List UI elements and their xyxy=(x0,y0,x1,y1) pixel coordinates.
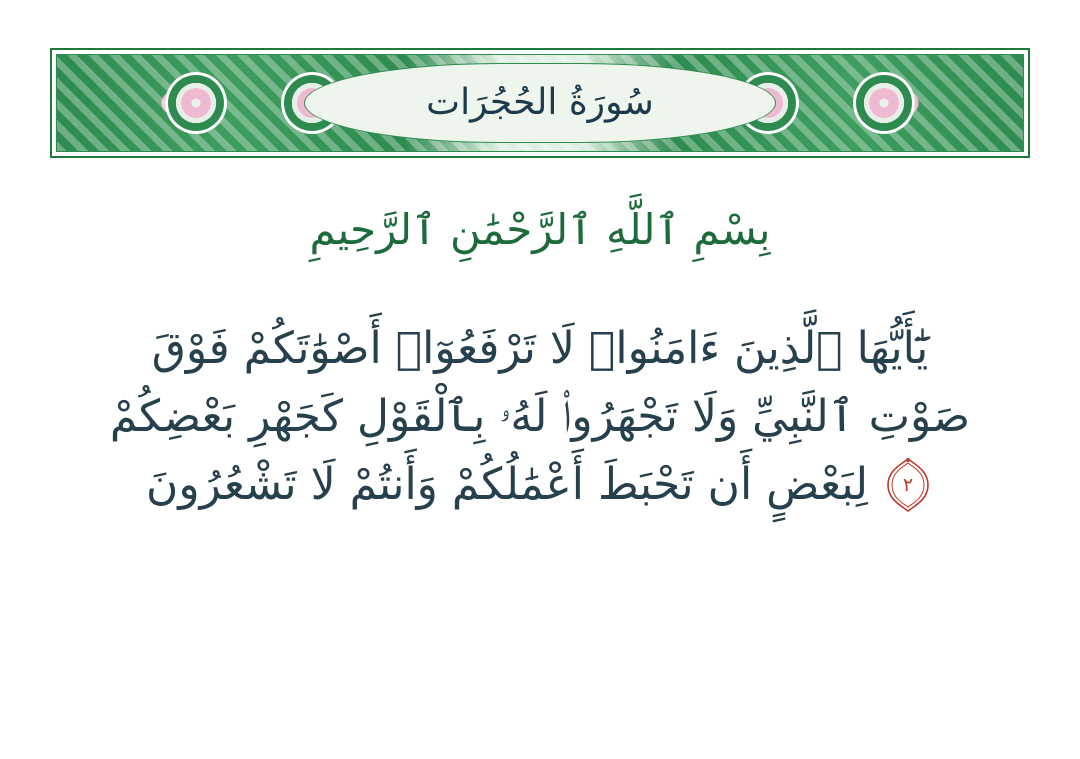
ayah-line-text: لِبَعْضٍ أَن تَحْبَطَ أَعْمَٰلُكُمْ وَأَنتُمْ لَا تَشْعُرُونَ xyxy=(146,459,868,511)
ayah-line: صَوْتِ ٱلنَّبِيِّ وَلَا تَجْهَرُوا۟ لَهُۥ بِٱلْقَوْلِ كَجَهْرِ بَعْضِكُمْ xyxy=(109,391,971,443)
surah-banner-ornament xyxy=(56,54,1024,152)
rosette-flower-icon xyxy=(165,72,227,134)
basmala-text: بِسْمِ ٱللَّهِ ٱلرَّحْمَٰنِ ٱلرَّحِيمِ xyxy=(309,205,771,254)
surah-header-banner xyxy=(50,48,1030,158)
ayah-number-marker-icon xyxy=(882,457,934,513)
surah-title-cartouche xyxy=(304,63,776,143)
ayah-number: ٢ xyxy=(902,473,914,496)
surah-title: سُورَةُ الحُجُرَات xyxy=(426,82,654,123)
ayah-line-with-marker xyxy=(60,451,1020,519)
ayah-line: يَٰٓأَيُّهَا ٱلَّذِينَ ءَامَنُوا۟ لَا تَرْفَعُوٓا۟ أَصْوَٰتَكُمْ فَوْقَ xyxy=(151,323,929,374)
rosette-flower-icon xyxy=(853,72,915,134)
ayah-text-block xyxy=(60,315,1020,520)
